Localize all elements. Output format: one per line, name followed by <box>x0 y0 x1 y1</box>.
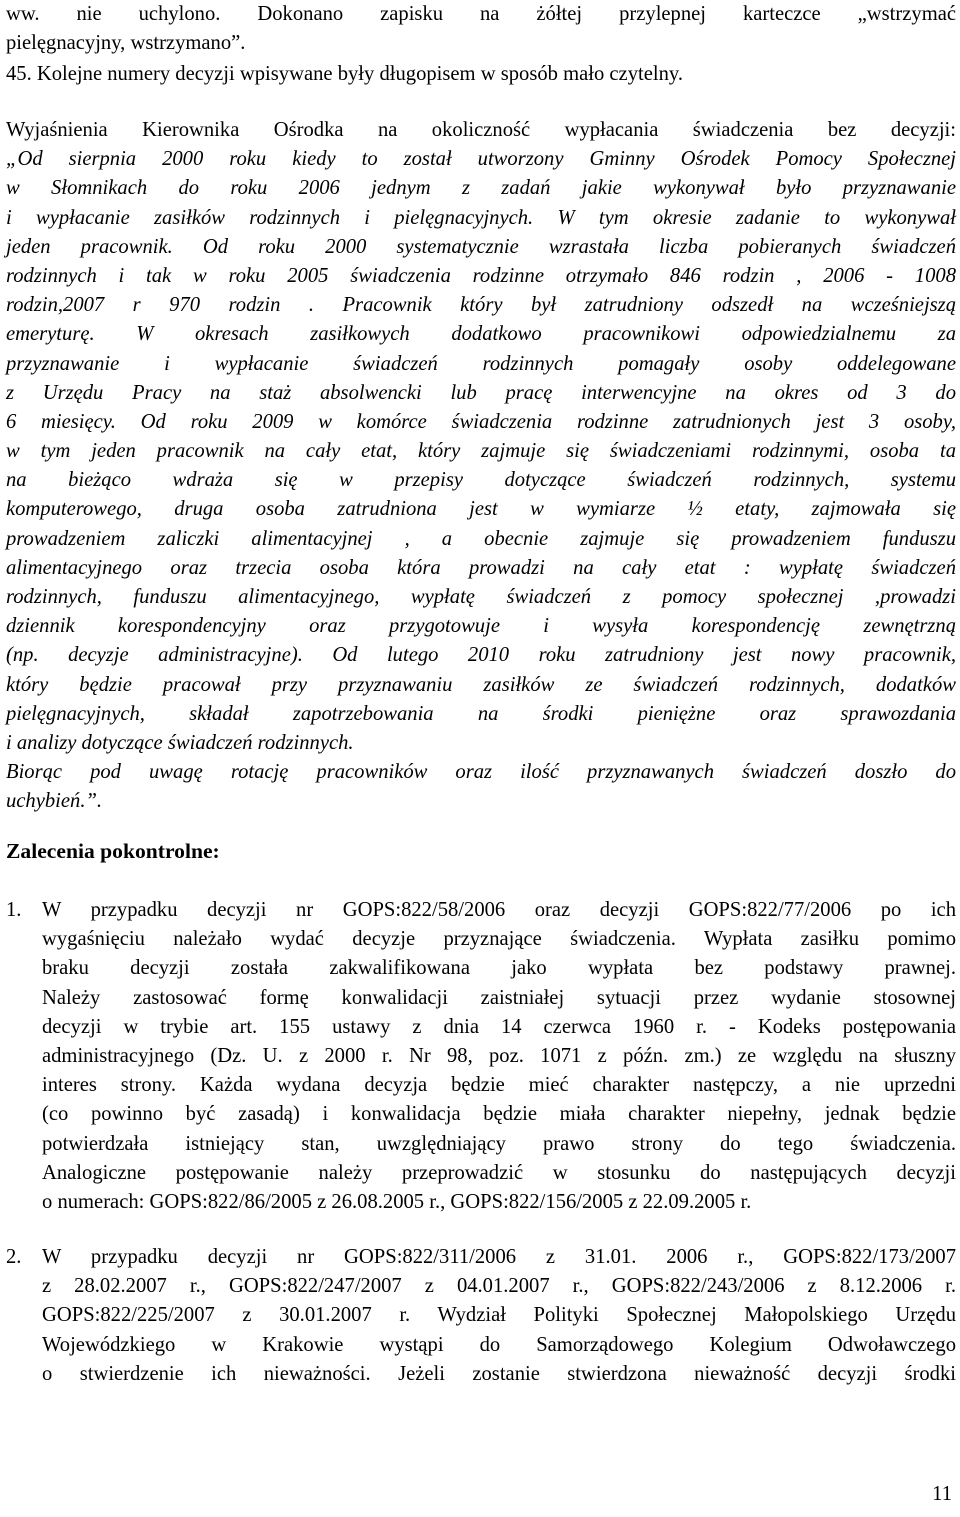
quote-line: rodzin,2007 r 970 rodzin . Pracownik który był zatrudniony odszedł na wcześniejszą <box>6 294 956 317</box>
section-heading: Zalecenia pokontrolne: <box>6 839 220 863</box>
quote-line: jeden pracownik. Od roku 2000 systematycznie wzrastała liczba pobieranych świadczeń <box>6 235 956 258</box>
quote-line: emeryturę. W okresach zasiłkowych dodatkowo pracownikowi odpowiedzialnemu za <box>6 323 956 346</box>
item-line: wygaśnięciu należało wydać decyzje przyznające świadczenia. Wypłata zasiłku pomimo <box>42 928 956 951</box>
quote-line: i analizy dotyczące świadczeń rodzinnych. <box>6 731 354 754</box>
quote-line: przyznawanie i wypłacanie świadczeń rodzinnych pomagały osoby oddelegowane <box>6 352 956 375</box>
quote-line: 6 miesięcy. Od roku 2009 w komórce świadczenia rodzinne zatrudnionych jest 3 osoby, <box>6 410 956 433</box>
item-number: 1. <box>6 899 22 921</box>
quote-line: komputerowego, druga osoba zatrudniona jest w wymiarze ½ etaty, zajmowała się <box>6 498 956 521</box>
item-line: z 28.02.2007 r., GOPS:822/247/2007 z 04.01.2007 r., GOPS:822/243/2006 z 8.12.2006 r. <box>42 1275 956 1298</box>
quote-line: Biorąc pod uwagę rotację pracowników oraz ilość przyznawanych świadczeń doszło do <box>6 761 956 784</box>
recommendation-item <box>6 1243 956 1389</box>
item-line: W przypadku decyzji nr GOPS:822/311/2006 z 31.01. 2006 r., GOPS:822/173/2007 <box>42 1246 956 1268</box>
quote-line: rodzinnych i tak w roku 2005 świadczenia rodzinne otrzymało 846 rodzin , 2006 - 1008 <box>6 264 956 287</box>
item-line: (co powinno być zasadą) i konwalidacja będzie miała charakter niepełny, jednak będzie <box>42 1103 956 1126</box>
quote-line: na bieżąco wdraża się w przepisy dotyczące świadczeń rodzinnych, systemu <box>6 469 956 492</box>
text-line: ww. nie uchylono. Dokonano zapisku na żółtej przylepnej karteczce „wstrzymać <box>6 3 956 25</box>
quote-line: rodzinnych, funduszu alimentacyjnego, wypłatę świadczeń z pomocy społecznej ,prowadzi <box>6 586 956 608</box>
item-number: 2. <box>6 1246 22 1268</box>
item-line: Analogiczne postępowanie należy przeprowadzić w stosunku do następujących decyzji <box>42 1161 956 1184</box>
item-line: administracyjnego (Dz. U. z 2000 r. Nr 98, poz. 1071 z późn. zm.) ze względu na słuszny <box>42 1044 956 1067</box>
quote-line: prowadzeniem zaliczki alimentacyjnej , a obecnie zajmuje się prowadzeniem funduszu <box>6 527 956 550</box>
quote-line: który będzie pracował przy przyznawaniu zasiłków ze świadczeń rodzinnych, dodatków <box>6 673 956 696</box>
quote-line: alimentacyjnego oraz trzecia osoba która prowadzi na cały etat : wypłatę świadczeń <box>6 556 956 579</box>
quote-line: uchybień.”. <box>6 790 103 813</box>
item-line: GOPS:822/225/2007 z 30.01.2007 r. Wydział Polityki Społecznej Małopolskiego Urzędu <box>42 1304 956 1327</box>
explanation-block <box>6 116 956 817</box>
text-line: pielęgnacyjny, wstrzymano”. <box>6 32 246 55</box>
quote-line: dziennik korespondencyjny oraz przygotowuje i wysyła korespondencję zewnętrzną <box>6 615 956 638</box>
item-line: o numerach: GOPS:822/86/2005 z 26.08.2005 r., GOPS:822/156/2005 z 22.09.2005 r. <box>42 1190 752 1213</box>
item-line: decyzji w trybie art. 155 ustawy z dnia 14 czerwca 1960 r. - Kodeks postępowania <box>42 1015 956 1038</box>
recommendation-item <box>6 896 956 1217</box>
quote-line: w Słomnikach do roku 2006 jednym z zadań jakie wykonywał było przyznawanie <box>6 177 956 200</box>
text-line: 45. Kolejne numery decyzji wpisywane były długopisem w sposób mało czytelny. <box>6 63 683 86</box>
item-line: o stwierdzenie ich nieważności. Jeżeli zostanie stwierdzona nieważność decyzji środki <box>42 1362 956 1385</box>
item-line: potwierdzała istniejący stan, uwzględniający prawo strony do tego świadczenia. <box>42 1132 956 1155</box>
item-line: Należy zastosować formę konwalidacji zaistniałej sytuacji przez wydanie stosownej <box>42 986 956 1009</box>
quote-line: pielęgnacyjnych, składał zapotrzebowania na środki pieniężne oraz sprawozdania <box>6 702 956 725</box>
page-number: 11 <box>932 1483 952 1505</box>
item-line: braku decyzji została zakwalifikowana jako wypłata bez podstawy prawnej. <box>42 957 956 980</box>
item-line: W przypadku decyzji nr GOPS:822/58/2006 oraz decyzji GOPS:822/77/2006 po ich <box>42 899 956 921</box>
top-block <box>6 0 956 90</box>
item-line: Wojewódzkiego w Krakowie wystąpi do Samorządowego Kolegium Odwoławczego <box>42 1333 956 1356</box>
item-line: interes strony. Każda wydana decyzja będzie mieć charakter następczy, a nie uprzedni <box>42 1074 956 1097</box>
quote-line: (np. decyzje administracyjne). Od lutego 2010 roku zatrudniony jest nowy pracownik, <box>6 644 956 667</box>
quote-line: w tym jeden pracownik na cały etat, który zajmuje się świadczeniami rodzinnymi, osoba ta <box>6 440 956 463</box>
recommendations-heading <box>6 837 220 866</box>
explanation-intro: Wyjaśnienia Kierownika Ośrodka na okoliczność wypłacania świadczenia bez decyzji: <box>6 119 956 141</box>
quote-line: „Od sierpnia 2000 roku kiedy to został utworzony Gminny Ośrodek Pomocy Społecznej <box>6 148 956 171</box>
quote-line: z Urzędu Pracy na staż absolwencki lub pracę interwencyjne na okres od 3 do <box>6 381 956 404</box>
quote-line: i wypłacanie zasiłków rodzinnych i pielęgnacyjnych. W tym okresie zadanie to wykonywał <box>6 206 956 229</box>
